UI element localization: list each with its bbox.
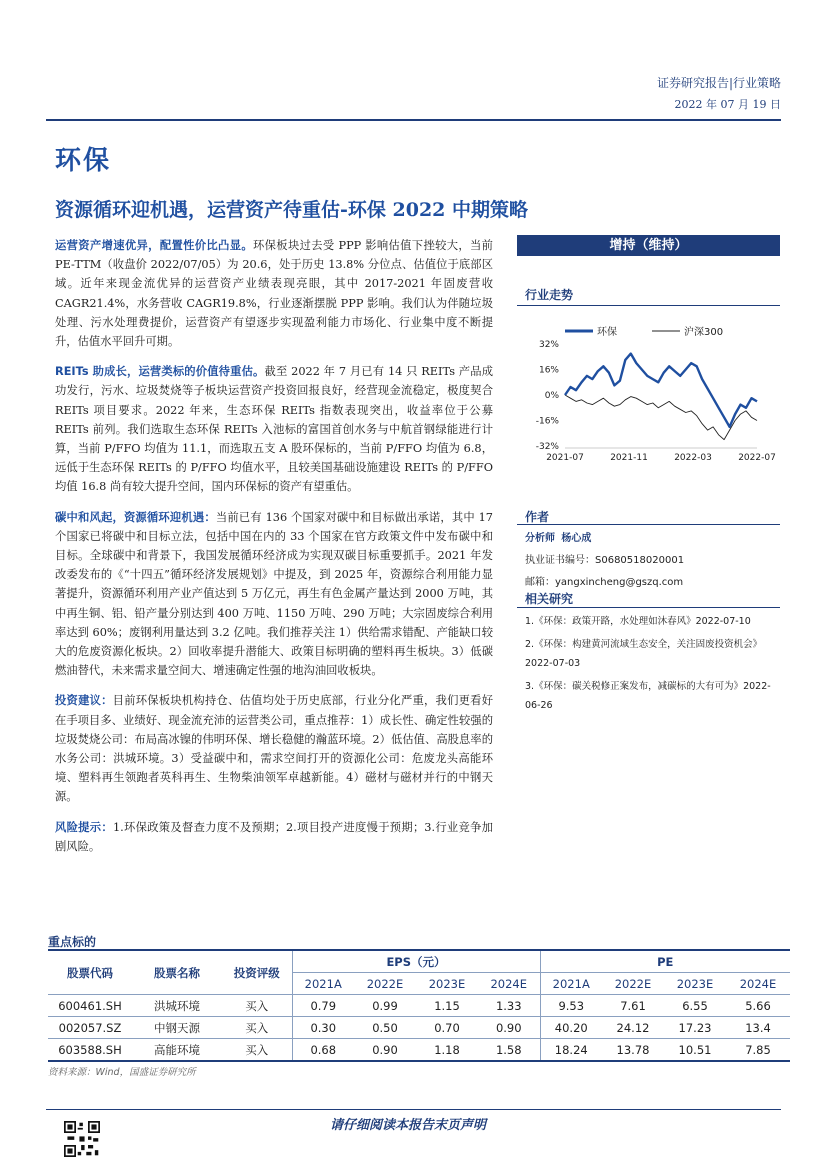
related-divider xyxy=(517,607,780,608)
eps-value: 1.33 xyxy=(478,995,540,1017)
pe-value: 7.85 xyxy=(726,1039,790,1062)
header-name: 股票名称 xyxy=(132,950,222,995)
header-pe: PE xyxy=(540,950,790,973)
table-title: 重点标的 xyxy=(48,935,97,949)
year-header: 2024E xyxy=(478,973,540,995)
report-type: 证券研究报告|行业策略 xyxy=(656,76,781,90)
pe-value: 10.51 xyxy=(664,1039,726,1062)
report-title: 资源循环迎机遇，运营资产待重估-环保 2022 中期策略 xyxy=(55,199,528,221)
paragraph xyxy=(55,508,493,681)
license-label: 执业证书编号： xyxy=(525,555,595,566)
eps-value: 0.68 xyxy=(292,1039,354,1062)
paragraph xyxy=(55,362,493,496)
paragraph xyxy=(55,236,493,351)
paragraph-lead: 投资建议： xyxy=(55,694,113,708)
stock-name: 中钢天源 xyxy=(132,1017,222,1039)
series-line-hs300 xyxy=(565,395,757,440)
paragraph xyxy=(55,691,493,806)
related-item[interactable]: 3.《环保：碳关税修正案发布，减碳标的大有可为》2022-06-26 xyxy=(525,681,771,711)
series-line-env xyxy=(565,354,757,427)
pe-value: 6.55 xyxy=(664,995,726,1017)
qr-code-icon[interactable] xyxy=(64,1121,100,1157)
header-rating: 投资评级 xyxy=(222,950,292,995)
year-header: 2021A xyxy=(540,973,602,995)
pe-value: 9.53 xyxy=(540,995,602,1017)
pe-value: 18.24 xyxy=(540,1039,602,1062)
author-block xyxy=(525,528,780,594)
rating-badge: 增持（维持） xyxy=(517,235,780,256)
header-eps: EPS（元） xyxy=(292,950,540,973)
footer-disclaimer: 请仔细阅读本报告末页声明 xyxy=(330,1118,487,1133)
eps-value: 0.50 xyxy=(354,1017,416,1039)
related-item[interactable]: 2.《环保：构建黄河流域生态安全，关注固废投资机会》2022-07-03 xyxy=(525,639,763,669)
eps-value: 0.79 xyxy=(292,995,354,1017)
stock-name: 洪城环境 xyxy=(132,995,222,1017)
header-divider xyxy=(46,119,781,121)
eps-value: 1.58 xyxy=(478,1039,540,1062)
pe-value: 40.20 xyxy=(540,1017,602,1039)
paragraph-lead: REITs 助成长，运营类标的价值待重估。 xyxy=(55,365,265,379)
eps-value: 0.70 xyxy=(416,1017,478,1039)
pe-value: 7.61 xyxy=(602,995,664,1017)
eps-value: 0.99 xyxy=(354,995,416,1017)
industry-trend-chart xyxy=(517,320,780,470)
pe-value: 13.4 xyxy=(726,1017,790,1039)
related-research-list xyxy=(525,612,780,719)
analyst-line xyxy=(525,528,780,550)
data-source: 资料来源：Wind，国盛证券研究所 xyxy=(48,1067,196,1078)
year-header: 2022E xyxy=(354,973,416,995)
pe-value: 24.12 xyxy=(602,1017,664,1039)
trend-divider xyxy=(517,305,780,306)
author-divider xyxy=(517,524,780,525)
paragraph-lead: 运营资产增速优异，配置性价比凸显。 xyxy=(55,239,253,252)
year-header: 2024E xyxy=(726,973,790,995)
author-heading: 作者 xyxy=(525,510,550,524)
email-address[interactable]: yangxincheng@gszq.com xyxy=(555,577,684,588)
y-tick-label: 16% xyxy=(538,365,559,376)
footer-divider xyxy=(46,1109,781,1110)
key-stocks-table xyxy=(48,949,790,1062)
email-label: 邮箱： xyxy=(525,577,555,588)
eps-value: 0.90 xyxy=(478,1017,540,1039)
paragraph-lead: 碳中和风起，资源循环迎机遇： xyxy=(55,510,216,524)
stock-code: 600461.SH xyxy=(48,995,132,1017)
pe-value: 17.23 xyxy=(664,1017,726,1039)
legend-label-hs300: 沪深300 xyxy=(684,327,724,338)
paragraph-body: 环保板块过去受 PPP 影响估值下挫较大，当前 PE-TTM（收盘价 2022/07/05）为 20.6，处于历史 13.8% 分位点、估值位于底部区域。近年来现金流优异的运营资产业绩表现亮眼，其中 2017-2021 年固废营收 CAGR21.4%，水务营收 CAGR19.8%，行业逐渐摆脱 PPP 影响。我们认为伴随垃圾处理、污水处理费提价，运营资产有望逐步实现盈利能力市场化、行业集中度不断提升，估值水平回升可期。 xyxy=(55,239,493,349)
year-header: 2022E xyxy=(602,973,664,995)
paragraph-body: 当前已有 136 个国家对碳中和目标做出承诺，其中 17 个国家已将碳中和目标立法，包括中国在内的 33 个国家在官方政策文件中发布碳中和目标。全球碳中和背景下，我国发展循环经济成为实现双碳目标重要抓手。2021 年发改委发布的《“十四五”循环经济发展规划》中提及，到 2025 年，资源综合利用能力显著提升，资源循环利用产业产值达到 5 万亿元，再生有色金属产量达到 2000 万吨，其中再生铜、铝、铅产量分别达到 400 万吨、1150 万吨、290 万吨；大宗固废综合利用率达到 60%；废钢利用量达到 3.2 亿吨。我们推荐关注 1）供给需求错配、产能缺口较大的危废资源化板块。2）回收率提升潜能大、政策目标明确的塑料再生板块。3）低碳燃油替代，未来需求量空间大、增速确定性强的地沟油回收板块。 xyxy=(55,510,493,678)
y-tick-label: 0% xyxy=(544,391,559,401)
pe-value: 5.66 xyxy=(726,995,790,1017)
stock-name: 高能环境 xyxy=(132,1039,222,1062)
paragraph-body: 目前环保板块机构持仓、估值均处于历史底部，行业分化严重，我们更看好在手项目多、业绩好、现金流充沛的运营类公司，重点推荐：1）成长性、确定性较强的垃圾焚烧公司：布局高冰镍的伟明环保、增长稳健的瀚蓝环境。2）低估值、高股息率的水务公司：洪城环境。3）受益碳中和，需求空间打开的资源化公司：危废龙头高能环境、塑料再生领跑者英科再生、生物柴油领军卓越新能。4）磁材与磁材并行的中钢天源。 xyxy=(55,694,493,804)
stock-rating: 买入 xyxy=(222,1039,292,1062)
eps-value: 1.18 xyxy=(416,1039,478,1062)
table-row xyxy=(48,1017,790,1039)
header-code: 股票代码 xyxy=(48,950,132,995)
eps-value: 1.15 xyxy=(416,995,478,1017)
year-header: 2021A xyxy=(292,973,354,995)
license-line xyxy=(525,550,780,572)
eps-value: 0.90 xyxy=(354,1039,416,1062)
year-header: 2023E xyxy=(416,973,478,995)
paragraph-body: 1.环保政策及督查力度不及预期；2.项目投产进度慢于预期；3.行业竞争加剧风险。 xyxy=(55,820,493,853)
year-header: 2023E xyxy=(664,973,726,995)
report-date: 2022 年 07 月 19 日 xyxy=(674,98,781,111)
y-tick-label: 32% xyxy=(538,340,559,350)
x-tick-label: 2021-11 xyxy=(610,453,648,463)
paragraph xyxy=(55,818,493,856)
related-item[interactable]: 1.《环保：政策开路，水处理如沐春风》2022-07-10 xyxy=(525,616,751,627)
stock-rating: 买入 xyxy=(222,1017,292,1039)
license-number: S0680518020001 xyxy=(595,555,685,566)
analyst-label: 分析师 xyxy=(525,533,555,544)
related-heading: 相关研究 xyxy=(525,592,574,606)
stock-rating: 买入 xyxy=(222,995,292,1017)
table-row xyxy=(48,995,790,1017)
stock-code: 002057.SZ xyxy=(48,1017,132,1039)
legend-label-env: 环保 xyxy=(597,327,617,338)
eps-value: 0.30 xyxy=(292,1017,354,1039)
paragraph-lead: 风险提示： xyxy=(55,820,113,834)
analyst-name: 杨心成 xyxy=(561,533,592,544)
x-tick-label: 2021-07 xyxy=(546,453,584,463)
y-tick-label: -32% xyxy=(535,442,559,452)
y-tick-label: -16% xyxy=(535,416,559,427)
pe-value: 13.78 xyxy=(602,1039,664,1062)
trend-heading: 行业走势 xyxy=(525,288,574,302)
paragraph-body: 截至 2022 年 7 月已有 14 只 REITs 产品成功发行，污水、垃圾焚烧等子板块运营资产投资回报良好，经营现金流稳定，极度契合 REITs 项目要求。2022 年来，生态环保 REITs 指数表现突出，收益率位于公募 REITs 前列。我们选取生态环保 REITs 入池标的富国首创水务与中航首钢绿能进行计算，当前 P/FFO 均值为 11.1，而选取五支 A 股环保标的，当前 P/FFO 均值为 6.8，远低于生态环保 REITs 的 P/FFO 均值水平，且较美国基础设施建设 REITs 的 P/FFO 均值 16.8 尚有较大提升空间，国内环保标的资产有望重估。 xyxy=(55,365,493,494)
stock-code: 603588.SH xyxy=(48,1039,132,1062)
x-tick-label: 2022-03 xyxy=(674,453,712,463)
table-row xyxy=(48,1039,790,1062)
main-body xyxy=(55,236,493,867)
industry-name: 环保 xyxy=(55,146,112,176)
x-tick-label: 2022-07 xyxy=(738,453,776,463)
